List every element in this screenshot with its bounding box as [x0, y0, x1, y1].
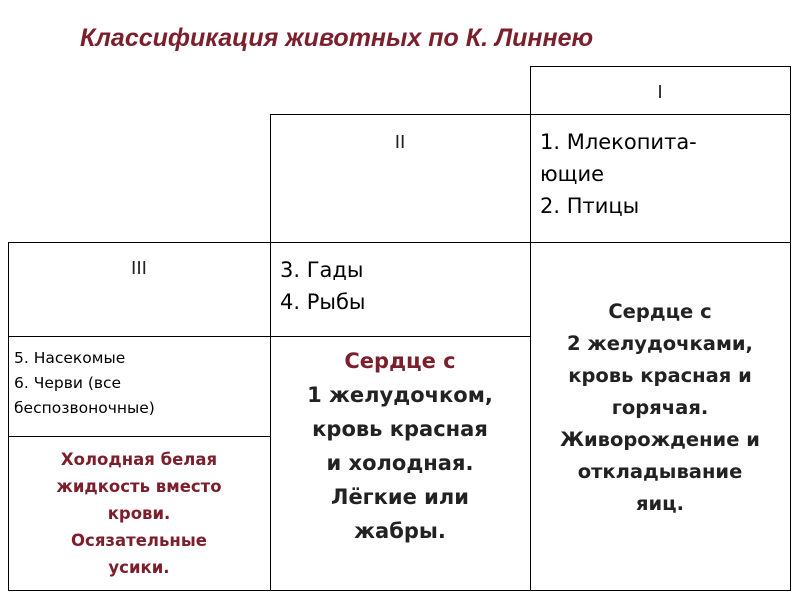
- column-header-iii-label: III: [131, 258, 147, 279]
- column-header-i: [530, 68, 790, 114]
- table-border: [8, 336, 530, 337]
- class-item-mammals-2: ющие: [540, 162, 605, 186]
- table-border: [8, 436, 270, 437]
- column-header-ii: [270, 118, 530, 242]
- desc-ii-line: Сердце с: [344, 349, 456, 373]
- cell-description-iii: [8, 440, 270, 590]
- class-item-insects: 5. Насекомые: [14, 349, 126, 367]
- desc-ii-line: Лёгкие или: [331, 485, 469, 509]
- column-header-i-label: I: [657, 82, 663, 103]
- table-border: [8, 242, 790, 243]
- desc-iii-line: Осязательные: [71, 531, 207, 550]
- class-item-reptiles: 3. Гады: [280, 258, 364, 282]
- desc-i-line: Сердце с: [608, 300, 712, 323]
- cell-description-i: [530, 290, 790, 590]
- desc-ii-line: жабры.: [354, 519, 446, 543]
- cell-class-group-iii: [8, 338, 270, 436]
- desc-iii-line: усики.: [108, 558, 170, 577]
- class-item-worms-1: 6. Черви (все: [14, 374, 122, 392]
- cell-class-group-ii: [270, 246, 530, 336]
- desc-iii-line: жидкость вместо: [56, 477, 222, 496]
- table-border: [790, 66, 791, 591]
- desc-iii-line: Холодная белая: [60, 450, 218, 469]
- desc-ii-line: 1 желудочком,: [307, 383, 493, 407]
- desc-ii-line: кровь красная: [312, 417, 488, 441]
- cell-description-ii: [270, 338, 530, 590]
- desc-iii-line: крови.: [107, 504, 171, 523]
- desc-i-line: яиц.: [635, 492, 685, 515]
- desc-i-line: Живорождение и: [560, 428, 760, 451]
- table-border: [8, 590, 790, 591]
- desc-ii-line: и холодная.: [326, 451, 474, 475]
- column-header-iii: [8, 244, 270, 336]
- class-item-fish: 4. Рыбы: [280, 290, 366, 314]
- cell-class-group-i: [530, 118, 790, 242]
- class-item-mammals-1: 1. Млекопита-: [540, 130, 697, 154]
- class-item-worms-2: беспозвоночные): [14, 399, 155, 417]
- page-title: Классификация животных по К. Линнею: [80, 24, 594, 52]
- table-border: [530, 66, 790, 67]
- desc-i-line: 2 желудочками,: [567, 332, 753, 355]
- desc-i-line: кровь красная и: [568, 364, 752, 387]
- desc-i-line: откладывание: [577, 460, 743, 483]
- desc-i-line: горячая.: [611, 396, 709, 419]
- class-item-birds: 2. Птицы: [540, 194, 640, 218]
- column-header-ii-label: II: [394, 132, 406, 153]
